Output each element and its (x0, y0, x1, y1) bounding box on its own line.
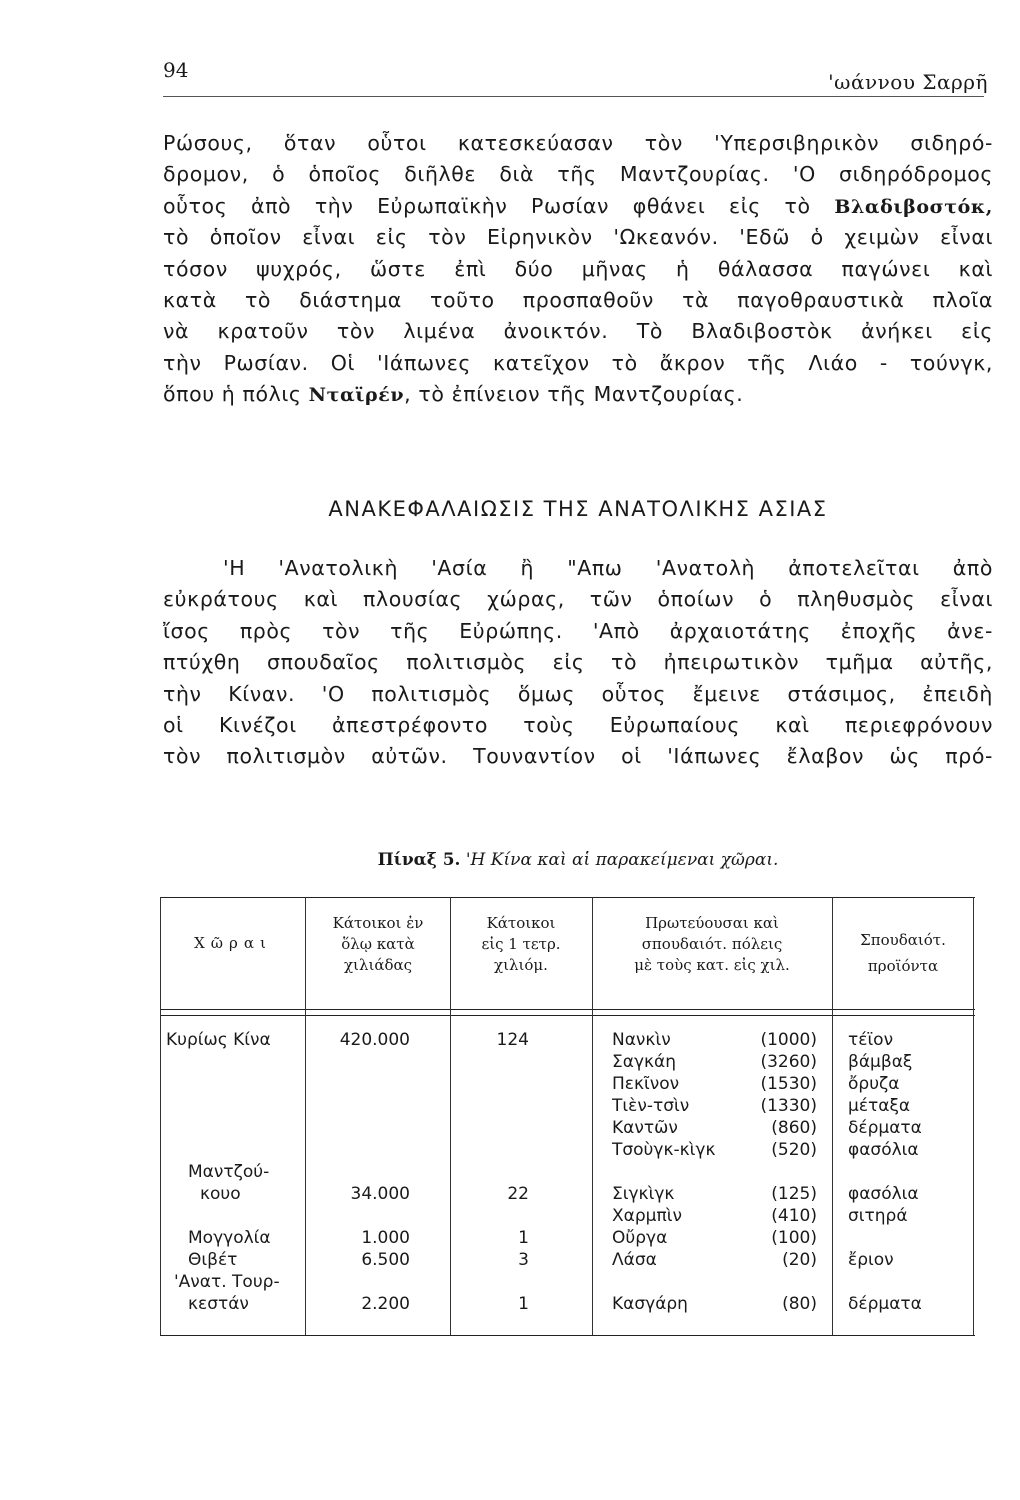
population-turkestan: 2.200 (361, 1294, 410, 1314)
city-entry (612, 1029, 817, 1051)
city-population: (1330) (760, 1096, 817, 1116)
products-group-china (848, 1029, 922, 1161)
column-divider (592, 897, 593, 1335)
text-line: οἱ Κινέζοι ἀπεστρέφοντο τοὺς Εὐρωπαίους καὶ περιεφρόνουν (163, 712, 993, 737)
table-top-rule (160, 897, 975, 898)
header-line: μὲ τοὺς κατ. εἰς χιλ. (634, 956, 790, 974)
section-title: ΑΝΑΚΕΦΑΛΑΙΩΣΙΣ ΤΗΣ ΑΝΑΤΟΛΙΚΗΣ ΑΣΙΑΣ (328, 497, 828, 521)
header-products (834, 927, 972, 979)
table-header-rule (160, 1009, 975, 1010)
text-line: ἴσος πρὸς τὸν τῆς Εὐρώπης. 'Απὸ ἀρχαιοτάτης ἐποχῆς ἀνε- (163, 618, 993, 643)
city-population: (3260) (760, 1052, 817, 1072)
text-line: τόσον ψυχρός, ὥστε ἐπὶ δύο μῆνας ἡ θάλασσα παγώνει καὶ (163, 256, 993, 281)
header-line: προϊόντα (867, 957, 939, 975)
column-divider (450, 897, 451, 1335)
header-line: χιλιάδας (343, 956, 413, 974)
country-manchuria-line1: Μαντζού- (188, 1162, 270, 1182)
city-population: (1530) (760, 1074, 817, 1094)
table-border (160, 897, 161, 1335)
country-turkestan-line1: 'Ανατ. Τουρ- (174, 1272, 280, 1292)
data-table (160, 897, 975, 1337)
header-population (308, 913, 448, 976)
country-tibet: Θιβέτ (188, 1250, 238, 1270)
column-divider (832, 897, 833, 1335)
product-item: φασόλια (848, 1184, 919, 1204)
product-item: μέταξα (848, 1096, 911, 1116)
country-china: Κυρίως Κίνα (166, 1030, 271, 1050)
text-fragment: ὅπου ἡ πόλις (163, 382, 302, 407)
cities-group-turkestan (612, 1293, 817, 1315)
population-mongolia: 1.000 (361, 1228, 410, 1248)
text-line: τὸν πολιτισμὸν αὐτῶν. Τουναντίον οἱ 'Ιάπωνες ἔλαβον ὡς πρό- (163, 744, 993, 769)
text-line: πτύχθη σπουδαῖος πολιτισμὸς εἰς τὸ ἠπειρωτικὸν τμῆμα αὐτῆς, (163, 650, 993, 675)
city-population: (100) (771, 1228, 817, 1248)
product-item: φασόλια (848, 1140, 919, 1160)
city-entry (612, 1293, 817, 1315)
city-name: Τιὲν-τσὶν (612, 1096, 690, 1116)
population-tibet: 6.500 (361, 1250, 410, 1270)
cities-group-china (612, 1029, 817, 1161)
density-mongolia: 1 (518, 1228, 529, 1248)
header-density (452, 913, 590, 976)
product-item: τέϊον (848, 1030, 894, 1050)
header-line: Κάτοικοι ἐν (332, 914, 424, 932)
text-fragment: οὗτος ἀπὸ τὴν Εὐρωπαϊκὴν Ρωσίαν φθάνει εἰς τὸ (163, 193, 811, 218)
products-group-others (848, 1183, 919, 1227)
city-entry (612, 1205, 817, 1227)
header-line: εἰς 1 τετρ. (481, 935, 561, 953)
text-line: τὸ ὁποῖον εἶναι εἰς τὸν Εἰρηνικὸν 'Ωκεανόν. 'Εδῶ ὁ χειμὼν εἶναι (163, 225, 993, 250)
header-line: Κάτοικοι (486, 914, 556, 932)
page-number: 94 (163, 58, 189, 82)
product-item: ὄρυζα (848, 1074, 900, 1094)
city-name: Πεκῖνον (612, 1074, 680, 1094)
header-countries: Χῶραι (194, 934, 272, 952)
city-name: Σιγκὶγκ (612, 1184, 675, 1204)
header-line: Πρωτεύουσαι καὶ (645, 914, 779, 932)
product-tibet: ἔριον (848, 1250, 894, 1270)
density-turkestan: 1 (518, 1294, 529, 1314)
city-entry (612, 1073, 817, 1095)
city-entry (612, 1117, 817, 1139)
city-population: (860) (771, 1118, 817, 1138)
product-item: σιτηρά (848, 1206, 908, 1226)
city-entry (612, 1183, 817, 1205)
paragraph-1 (163, 128, 993, 411)
density-china: 124 (496, 1030, 529, 1050)
paragraph-2 (163, 553, 993, 773)
city-name: Οὔργα (612, 1228, 668, 1248)
table-border (973, 897, 974, 1335)
city-name: Καντῶν (612, 1118, 678, 1138)
text-line: νὰ κρατοῦν τὸν λιμένα ἀνοικτόν. Τὸ Βλαδιβοστὸκ ἀνήκει εἰς (163, 319, 993, 344)
city-population: (410) (771, 1206, 817, 1226)
column-divider (305, 897, 306, 1335)
city-name: Νανκὶν (612, 1030, 671, 1050)
city-population: (520) (771, 1140, 817, 1160)
country-manchuria-line2: κουο (200, 1184, 241, 1204)
product-item: δέρματα (848, 1118, 922, 1138)
text-fragment: , τὸ ἐπίνειον τῆς Μαντζουρίας. (404, 382, 744, 407)
city-name: Τσοὺγκ-κὶγκ (612, 1140, 716, 1160)
product-item: βάμβαξ (848, 1052, 913, 1072)
text-line: Ρώσους, ὅταν οὗτοι κατεσκεύασαν τὸν 'Υπερσιβηρικὸν σιδηρό- (163, 131, 993, 155)
text-line: κατὰ τὸ διάστημα τοῦτο προσπαθοῦν τὰ παγοθραυστικὰ πλοῖα (163, 287, 993, 312)
country-mongolia: Μογγολία (188, 1228, 271, 1248)
city-entry (612, 1095, 817, 1117)
city-name: Κασγάρη (612, 1294, 688, 1314)
text-line: εὐκράτους καὶ πλουσίας χώρας, τῶν ὁποίων ὁ πληθυσμὸς εἶναι (163, 587, 993, 612)
text-line (163, 379, 993, 410)
city-name: Σαγκάη (612, 1052, 677, 1072)
table-header-rule (160, 1015, 975, 1016)
table-caption-title: 'Η Κίνα καὶ αἱ παρακείμεναι χῶραι. (465, 850, 779, 870)
header-rule (163, 96, 984, 97)
bold-term-ntairen: Νταϊρέν (308, 384, 405, 407)
text-line: τὴν Κίναν. 'Ο πολιτισμὸς ὅμως οὗτος ἔμεινε στάσιμος, ἐπειδὴ (163, 681, 993, 706)
text-line (163, 191, 993, 222)
city-population: (1000) (760, 1030, 817, 1050)
country-turkestan-line2: κεστάν (188, 1294, 249, 1314)
text-line: 'Η 'Ανατολικὴ 'Ασία ἢ "Απω 'Ανατολὴ ἀποτελεῖται ἀπὸ (223, 556, 993, 580)
city-entry (612, 1139, 817, 1161)
table-caption-label: Πίναξ 5. (377, 850, 461, 870)
header-cities (594, 913, 830, 976)
text-line: τὴν Ρωσίαν. Οἱ 'Ιάπωνες κατεῖχον τὸ ἄκρον τῆς Λιάο - τούνγκ, (163, 350, 993, 375)
city-entry (612, 1249, 817, 1271)
bold-term-vladivostok: Βλαδιβοστόκ, (834, 195, 993, 218)
header-line: χιλιόμ. (494, 956, 548, 974)
city-population: (125) (771, 1184, 817, 1204)
population-manchuria: 34.000 (350, 1184, 410, 1204)
city-name: Χαρμπὶν (612, 1206, 682, 1226)
table-caption (163, 850, 993, 870)
density-tibet: 3 (518, 1250, 529, 1270)
city-name: Λάσα (612, 1250, 657, 1270)
density-manchuria: 22 (507, 1184, 529, 1204)
header-line: Σπουδαιότ. (860, 931, 946, 949)
city-population: (20) (782, 1250, 817, 1270)
running-head: 'ωάννου Σαρρῆ (828, 70, 988, 94)
text-line: δρομον, ὁ ὁποῖος διῆλθε διὰ τῆς Μαντζουρίας. 'Ο σιδηρόδρομος (163, 162, 993, 187)
population-china: 420.000 (339, 1030, 410, 1050)
product-turkestan: δέρματα (848, 1294, 922, 1314)
city-entry (612, 1051, 817, 1073)
cities-group-others (612, 1183, 817, 1271)
city-entry (612, 1227, 817, 1249)
header-line: ὅλῳ κατὰ (341, 935, 415, 953)
header-line: σπουδαιότ. πόλεις (641, 935, 783, 953)
city-population: (80) (782, 1294, 817, 1314)
table-bottom-rule (160, 1335, 975, 1336)
